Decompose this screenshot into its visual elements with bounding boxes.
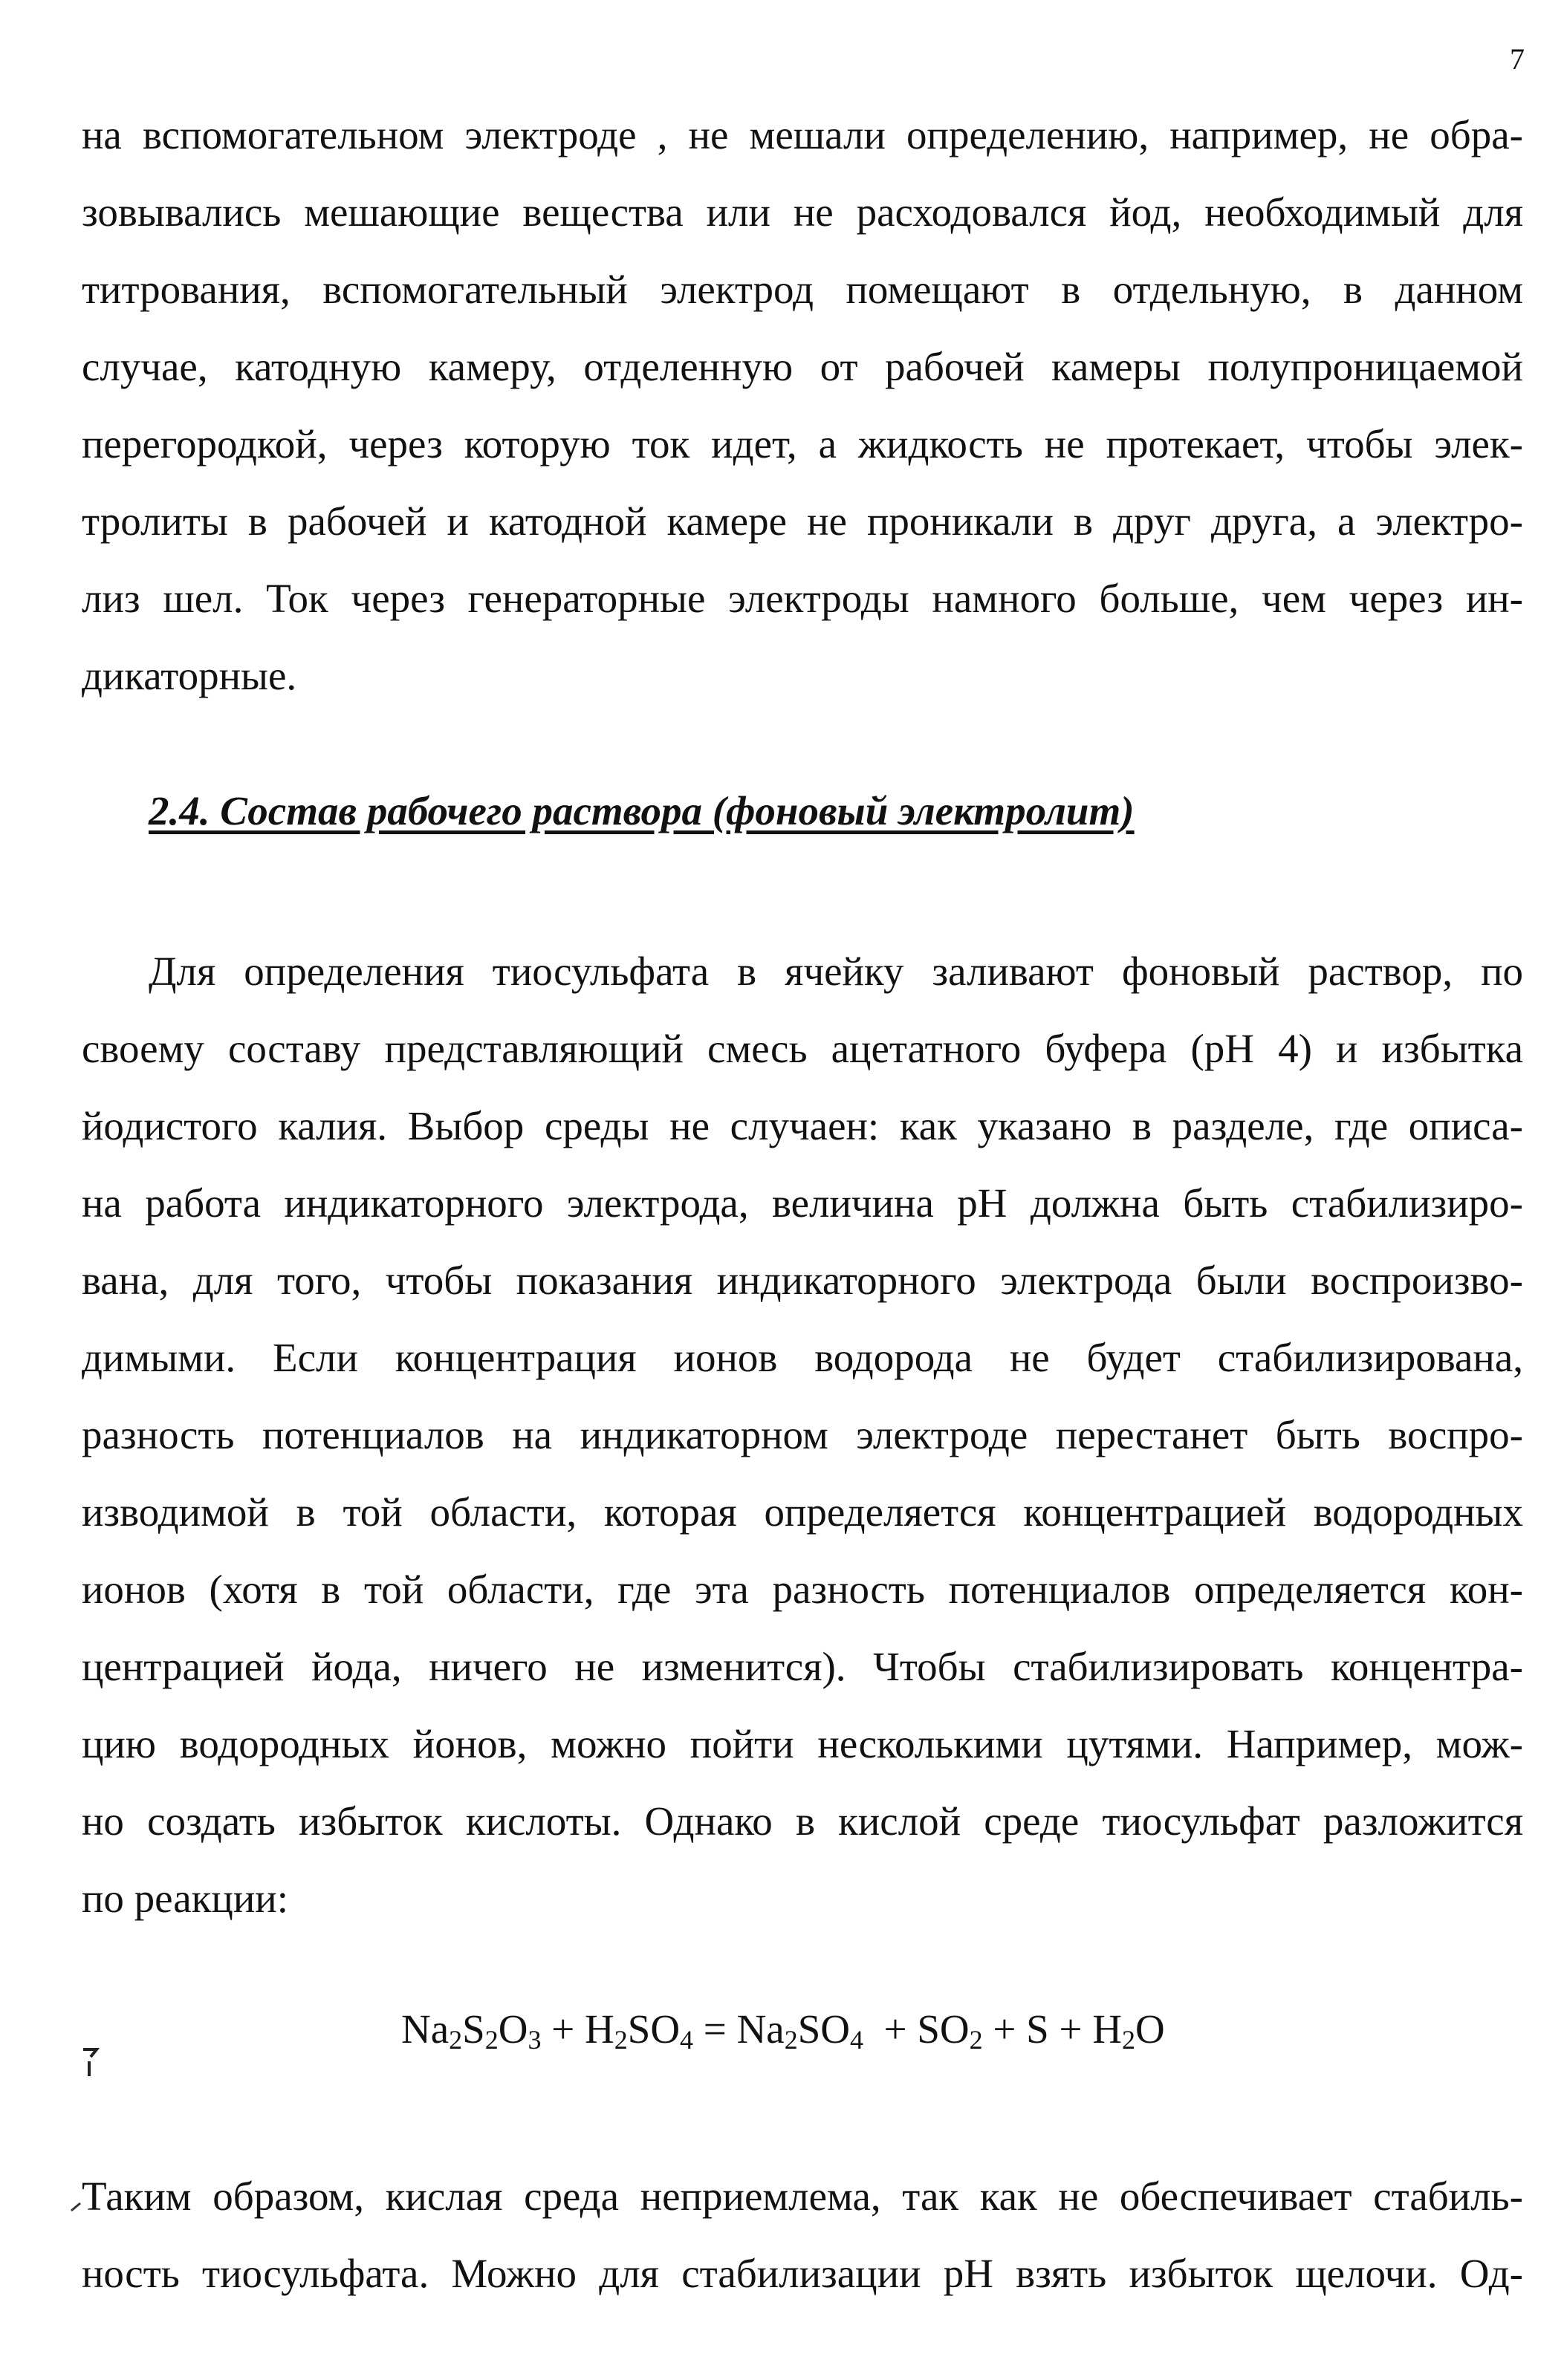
text-line: Для определения тиосульфата в ячейку заливают фоновый раствор, по: [149, 949, 1523, 994]
text-line: изводимой в той области, которая определяется концентрацией водородных: [82, 1489, 1523, 1535]
text-line: йодистого калия. Выбор среды не случаен: как указано в разделе, где описа-: [82, 1103, 1523, 1148]
paragraph-background-solution: [82, 933, 1523, 1937]
text-line: ионов (хотя в той области, где эта разность потенциалов определяется кон-: [82, 1567, 1523, 1612]
margin-mark: [82, 2046, 100, 2087]
text-line: цию водородных йонов, можно пойти несколькими цутями. Например, мож-: [82, 1721, 1523, 1766]
text-line: случае, катодную камеру, отделенную от рабочей камеры полупроницаемой: [82, 344, 1523, 389]
text-line: тролиты в рабочей и катодной камере не проникали в друг друга, а электро-: [82, 498, 1523, 544]
text-line: но создать избыток кислоты. Однако в кислой среде тиосульфат разложится: [82, 1798, 1523, 1844]
section-heading: 2.4. Состав рабочего раствора (фоновый электролит): [149, 788, 1135, 833]
text-line: дикаторные.: [82, 653, 297, 698]
text-line: вана, для того, чтобы показания индикаторного электрода были воспроизво-: [82, 1258, 1523, 1303]
paragraph-electrode-description: [82, 97, 1523, 715]
text-line: разность потенциалов на индикаторном электроде перестанет быть воспро-: [82, 1412, 1523, 1457]
text-line: перегородкой, через которую ток идет, а жидкость не протекает, чтобы элек-: [82, 421, 1523, 466]
page-number: 7: [1510, 42, 1525, 76]
margin-mark: [68, 2195, 83, 2223]
text-line: димыми. Если концентрация ионов водорода не будет стабилизирована,: [82, 1335, 1523, 1380]
chemical-equation: $Na_2S_2O_3 + H_2SO_4 = Na_2SO_4 + SO_2 + S + H_2O$: [401, 2006, 1165, 2055]
text-line: на вспомогательном электроде , не мешали определению, например, не обра-: [82, 112, 1523, 157]
text-line: зовывались мешающие вещества или не расходовался йод, необходимый для: [82, 189, 1523, 235]
paragraph-acidic-medium: [82, 2158, 1523, 2312]
text-line: ность тиосульфата. Можно для стабилизации pH взять избыток щелочи. Од-: [82, 2251, 1523, 2296]
text-line: лиз шел. Ток через генераторные электроды намного больше, чем через ин-: [82, 576, 1523, 621]
text-line: центрацией йода, ничего не изменится). Чтобы стабилизировать концентра-: [82, 1644, 1523, 1689]
text-line: своему составу представляющий смесь ацетатного буфера (pH 4) и избытка: [82, 1026, 1523, 1071]
text-line: на работа индикаторного электрода, величина pH должна быть стабилизиро-: [82, 1180, 1523, 1226]
text-line: титрования, вспомогательный электрод помещают в отдельную, в данном: [82, 267, 1523, 312]
text-line: по реакции:: [82, 1876, 288, 1921]
text-line: Таким образом, кислая среда неприемлема, так как не обеспечивает стабиль-: [82, 2173, 1523, 2219]
